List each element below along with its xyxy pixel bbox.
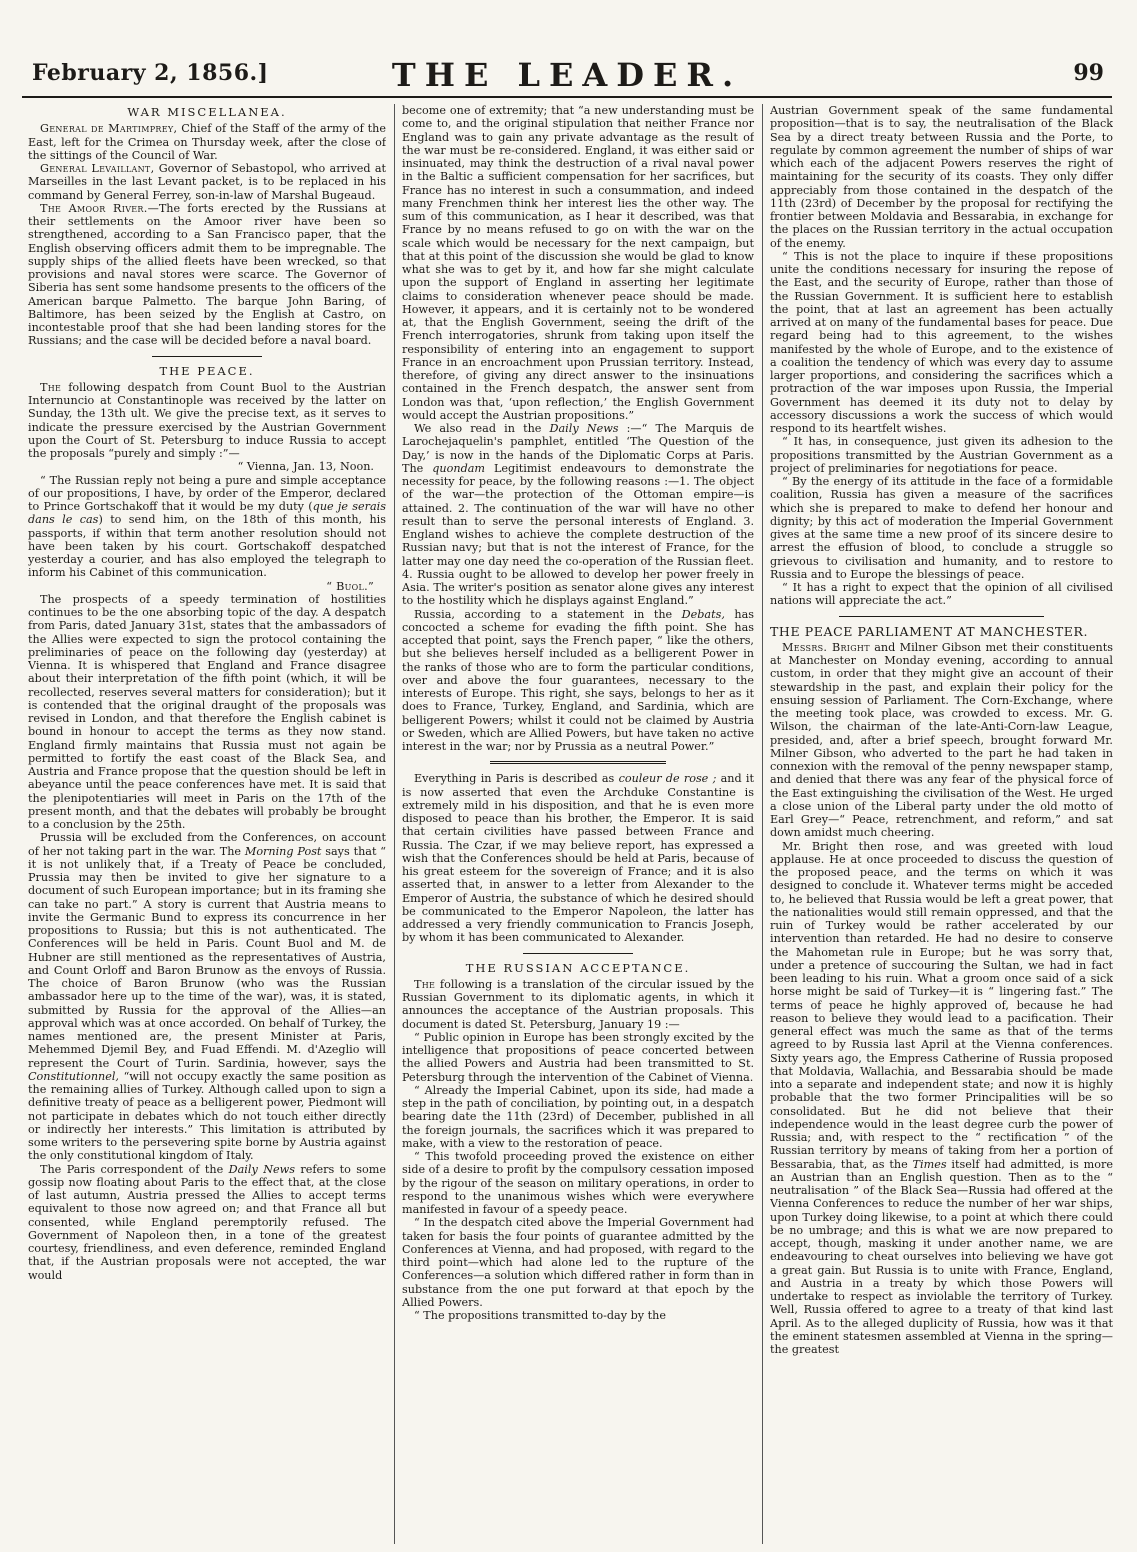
paragraph: The following is a translation of the circular issued by the Russian Government to its diplomatic agents, in which it announces the acceptance of the Austrian proposals. This document is dated St. Petersburg, January 19 :— bbox=[402, 977, 754, 1031]
section-divider bbox=[152, 356, 262, 357]
paragraph: “ This twofold proceeding proved the existence on either side of a desire to profit by the compulsory cessation imposed by the rigour of the season on military operations, in order to respond to the unanimous wishes which were everywhere manifested in favour of a speedy peace. bbox=[402, 1150, 754, 1216]
dateline: “ Vienna, Jan. 13, Noon. bbox=[237, 460, 374, 474]
column-3 bbox=[770, 104, 1113, 1544]
paragraph: “ It has, in consequence, just given its adhesion to the propositions transmitted by the Austrian Government as a project of preliminaries for negotiations for peace. bbox=[770, 435, 1113, 475]
paragraph: The Paris correspondent of the Daily News refers to some gossip now floating about Paris to the effect that, at the close of last autumn, Austria pressed the Allies to accept terms equivalent to those now agreed on; and that France all but consented, while England peremptorily refused. The Government of Napoleon then, in a tone of the greatest courtesy, friendliness, and even deference, reminded England that, if the Austrian proposals were not accepted, the war would bbox=[28, 1162, 386, 1282]
paragraph: “ By the energy of its attitude in the face of a formidable coalition, Russia has given a measure of the sacrifices which she is prepared to make to defend her honour and dignity; by this act of moderation the Imperial Government gives at the same time a new proof of its sincere desire to arrest the effusion of blood, to conclude a struggle so grievous to civilisation and humanity, and to restore to Russia and to Europe the blessings of peace. bbox=[770, 475, 1113, 581]
paragraph: General de Martimprey, Chief of the Staff of the army of the East, left for the Crimea on Thursday week, after the close of the sittings of the Council of War. bbox=[28, 122, 386, 162]
section-divider bbox=[490, 761, 666, 764]
lead-in: General de Martimprey, bbox=[40, 122, 178, 136]
issue-date: February 2, 1856.] bbox=[32, 60, 269, 86]
paragraph: “ In the despatch cited above the Imperial Government had taken for basis the four points of guarantee admitted by the Conferences at Vienna, and had proposed, with regard to the third point—which had alone led to the rupture of the Conferences—a solution which differed rather in form than in substance from the one put forward at that epoch by the Allied Powers. bbox=[402, 1216, 754, 1309]
column-rule-2 bbox=[762, 104, 763, 1544]
section-heading-russian-acceptance: THE RUSSIAN ACCEPTANCE. bbox=[465, 960, 691, 975]
newspaper-title: THE LEADER. bbox=[391, 56, 743, 94]
paragraph: “ The propositions transmitted to-day by the bbox=[414, 1309, 666, 1322]
paragraph: “ It has a right to expect that the opinion of all civilised nations will appreciate the act.” bbox=[770, 581, 1113, 608]
lead-in: General Levaillant, bbox=[40, 162, 155, 175]
section-heading-war-miscellanea: WAR MISCELLANEA. bbox=[127, 105, 287, 119]
paragraph: become one of extremity; that “a new understanding must be come to, and the original stipulation that neither France nor England was to gain any private advantage as the result of the war must be re-considered. England, it was either said or insinuated, may think the destruction of a rival naval power in the Baltic a sufficient compensation for her sacrifices, but France has no interest in such a consummation, and indeed many Frenchmen think her interest lies the other way. The sum of this communication, as I hear it described, was that France by no means refused to go on with the war on the scale which would be necessary for the next campaign, but that at this point of the discussion she would be glad to know what she was to get by it, and how far she might calculate upon the support of England in asserting her legitimate claims to consideration whenever peace should be made. However, it appears, and it is certainly not to be wondered at, that the English Government, seeing the drift of the French interrogatories, shrunk from taking upon itself the responsibility of entering into an engagement to support France in an encroachment upon Prussian territory. Instead, therefore, of giving any direct answer to the insinuations contained in the French despatch, the answer sent from London was that, ‘upon reflection,’ the English Government would accept the Austrian propositions.” bbox=[402, 104, 754, 422]
paragraph: Russia, according to a statement in the Debats, has concocted a scheme for evading the fifth point. She has accepted that point, says the French paper, “ like the others, but she believes herself included as a belligerent Power in the ranks of those who are to form the particular conditions, over and above the four guarantees, necessary to the interests of Europe. This right, she says, belongs to her as it does to France, Turkey, England, and Sardinia, which are belligerent Powers; whilst it could not be claimed by Austria or Sweden, which are Allied Powers, but have taken no active interest in the war; nor by Prussia as a neutral Power.” bbox=[402, 607, 754, 753]
paragraph: The following despatch from Count Buol to the Austrian Internuncio at Constantinople was received by the latter on Sunday, the 13th ult. We give the precise text, as it serves to indicate the pressure exercised by the Austrian Government upon the Court of St. Petersburg to induce Russia to accept the proposals “purely and simply :”— bbox=[28, 380, 386, 460]
lead-in: The Amoor River. bbox=[40, 201, 148, 215]
paragraph: Prussia will be excluded from the Conferences, on account of her not taking part in the war. The Morning Post says that “ it is not unlikely that, if a Treaty of Peace be concluded, Prussia may then be invited to give her signature to a document of such European importance; but in its framing she can take no part.” A story is current that Austria means to invite the Germanic Bund to express its concurrence in her propositions to Russia; but this is not authenticated. The Conferences will be held in Paris. Count Buol and M. de Hubner are still mentioned as the representatives of Austria, and Count Orloff and Baron Brunow as the envoys of Russia. The choice of Baron Brunow (who was the Russian ambassador here up to the time of the war), was, it is stated, submitted by Russia for the approval of the Allies—an approval which was at once accorded. On behalf of Turkey, the names mentioned are, the present Minister at Paris, Mehemmed Djemil Bey, and Fuad Effendi. M. d'Azeglio will represent the Court of Turin. Sardinia, however, says the Constitutionnel, “will not occupy exactly the same position as the remaining allies of Turkey. Although called upon to sign a definitive treaty of peace as a belligerent power, Piedmont will not participate in debates which do not touch either directly or indirectly her interests.” This limitation is attributed by some writers to the persevering spite borne by Austria against the only constitutional kingdom of Italy. bbox=[28, 831, 386, 1163]
paragraph: General Levaillant, Governor of Sebastopol, who arrived at Marseilles in the last Levant packet, is to be replaced in his command by General Ferrey, son-in-law of Marshal Bugeaud. bbox=[28, 162, 386, 202]
paragraph: “ The Russian reply not being a pure and simple acceptance of our propositions, I have, by order of the Emperor, declared to Prince Gortschakoff that it would be my duty (que je serais dans le cas) to send him, on the 18th of this month, his passports, if within that term another resolution should not have been taken by his court. Gortschakoff despatched yesterday a courier, and has also employed the telegraph to inform his Cabinet of this communication. bbox=[28, 473, 386, 580]
paragraph: “ Public opinion in Europe has been strongly excited by the intelligence that propositions of peace concerted between the allied Powers and Austria had been transmitted to St. Petersburg through the intervention of the Cabinet of Vienna. bbox=[402, 1030, 754, 1084]
paragraph: “ Already the Imperial Cabinet, upon its side, had made a step in the path of conciliation, by pointing out, in a despatch bearing date the 11th (23rd) of December, published in all the foreign journals, the sacrifices which it was prepared to make, with a view to the restoration of peace. bbox=[402, 1083, 754, 1150]
paragraph: Messrs. Bright and Milner Gibson met their constituents at Manchester on Monday evening, according to annual custom, in order that they might give an account of their stewardship in the past, and explain their policy for the ensuing session of Parliament. The Corn-Exchange, where the meeting took place, was crowded to excess. Mr. G. Wilson, the chairman of the late-Anti-Corn-law League, presided, and, after a brief speech, brought forward Mr. Milner Gibson, who adverted to the part he had taken in connexion with the removal of the penny newspaper stamp, and denied that there was any fear of the physical force of the East extinguishing the civilisation of the West. He urged a close union of the Liberal party under the old motto of Earl Grey—“ Peace, retrenchment, and reform,” and sat down amidst much cheering. bbox=[770, 640, 1113, 840]
masthead bbox=[22, 56, 1112, 98]
paragraph: Everything in Paris is described as couleur de rose ; and it is now asserted that even the Archduke Constantine is extremely mild in his disposition, and that he is even more disposed to peace than his brother, the Emperor. It is said that certain civilities have passed between France and Russia. The Czar, if we may believe report, has expressed a wish that the Conferences should be held at Paris, because of his great esteem for the sovereign of France; and it is also asserted that, in answer to a letter from Alexander to the Emperor of Austria, the substance of which he desired should be communicated to the Emperor Napoleon, the latter has addressed a very friendly communication to Francis Joseph, by whom it has been communicated to Alexander. bbox=[402, 772, 754, 945]
column-2 bbox=[402, 104, 754, 1544]
section-heading-peace-parliament: THE PEACE PARLIAMENT AT MANCHESTER. bbox=[770, 623, 1089, 639]
paragraph: “ This is not the place to inquire if these propositions unite the conditions necessary for insuring the repose of the East, and the security of Europe, rather than those of the Russian Government. It is sufficient here to establish the point, that at last an agreement has been actually arrived at on many of the fundamental bases for peace. Due regard being had to this agreement, to the wishes manifested by the whole of Europe, and to the existence of a coalition the tendency of which was every day to assume larger proportions, and considering the sacrifices which a protraction of the war imposes upon Russia, the Imperial Government has deemed it its duty not to delay by accessory discussions a work the success of which would respond to its heartfelt wishes. bbox=[770, 249, 1113, 435]
paragraph: We also read in the Daily News :—“ The Marquis de Larochejaquelin's pamphlet, entitled ‘The Question of the Day,’ is now in the hands of the Diplomatic Corps at Paris. The quondam Legitimist endeavours to demonstrate the necessity for peace, by the following reasons :—1. The object of the war—the protection of the Ottoman empire—is attained. 2. The continuation of the war will have no other result than to serve the personal interests of England. 3. England wishes to achieve the complete destruction of the Russian navy; but that is not the interest of France, for the latter may one day need the co-operation of the Russian fleet. 4. Russia ought to be allowed to develop her power freely in Asia. The writer's position as senator alone gives any interest to the hostility which he displays against England.” bbox=[402, 422, 754, 608]
signature: “ Buol.” bbox=[326, 579, 374, 593]
paragraph: The Amoor River.—The forts erected by the Russians at their settlements on the Amoor river have been so strengthened, according to a San Francisco paper, that the English observing officers admit them to be impregnable. The supply ships of the allied fleets have been wrecked, so that provisions and naval stores were scarce. The Governor of Siberia has sent some handsome presents to the officers of the American barque Palmetto. The barque John Baring, of Baltimore, has been seized by the English at Castro, on incontestable proof that she had been landing stores for the Russians; and the case will be decided before a naval board. bbox=[28, 201, 386, 348]
section-heading-the-peace: THE PEACE. bbox=[159, 363, 255, 378]
paragraph: Mr. Bright then rose, and was greeted with loud applause. He at once proceeded to discuss the question of the proposed peace, and the terms on which it was designed to conclude it. Whatever terms might be acceded to, he believed that Russia would be left a great power, that the nationalities would still remain oppressed, and that the ruin of Turkey would be rather accelerated by our intervention than retarded. He had no desire to conserve the Mahometan rule in Europe; but he was sorry that, under a pretence of succouring the Sultan, we had in fact been leading to his ruin. What a groom once said of a sick horse might be said of Turkey—it is “ lingering fast.” The terms of peace he highly approved of, because he had reason to believe they would lead to a pacification. Their general effect was much the same as that of the terms agreed to by Russia last April at the Vienna conferences. Sixty years ago, the Empress Catherine of Russia proposed that Moldavia, Wallachia, and Bessarabia should be made into a separate and independent state; and now it is highly probable that the two former Principalities will be so consolidated. But he did not believe that their independence would in the least degree curb the power of Russia; and, with respect to the “ rectification ” of the Russian territory by means of taking from her a portion of Bessarabia, that, as the Times itself had admitted, is more an Austrian than an English question. Then as to the “ neutralisation ” of the Black Sea—Russia had offered at the Vienna Conferences to reduce the number of her war ships, upon Turkey doing likewise, to a point at which there could be no umbrage; and this is what we are now prepared to accept, though, masking it under another name, we are endeavouring to cheat ourselves into believing we have got a great gain. But Russia is to unite with France, England, and Austria in a treaty by which those Powers will undertake to respect as inviolable the territory of Turkey. Well, Russia offered to agree to a treaty of that kind last April. As to the alleged duplicity of Russia, how was it that the eminent statesmen assembled at Vienna in the spring—the greatest bbox=[770, 839, 1113, 1356]
section-divider bbox=[839, 616, 1045, 617]
column-rule-1 bbox=[394, 104, 395, 1544]
section-divider bbox=[523, 953, 633, 954]
page-number: 99 bbox=[1073, 60, 1104, 86]
column-1 bbox=[28, 104, 386, 1544]
paragraph: The prospects of a speedy termination of hostilities continues to be the one absorbing topic of the day. A despatch from Paris, dated January 31st, states that the ambassadors of the Allies were expected to sign the protocol containing the preliminaries of peace on the following day (yesterday) at Vienna. It is whispered that England and France disagree about their interpretation of the fifth point (which, it will be recollected, reserves several matters for consideration); but it is contended that the original draught of the proposals was revised in London, and that therefore the English cabinet is bound in honour to accept the terms as they now stand. England firmly maintains that Russia must not again be permitted to fortify the east coast of the Black Sea, and Austria and France propose that the question should be left in abeyance until the peace conferences have met. It is said that the plenipotentiaries will meet in Paris on the 17th of the present month, and that the debates will probably be brought to a conclusion by the 25th. bbox=[28, 592, 386, 831]
lead-in: Messrs. Bright bbox=[782, 640, 870, 654]
paragraph: Austrian Government speak of the same fundamental proposition—that is to say, the neutralisation of the Black Sea by a direct treaty between Russia and the Porte, to regulate by common agreement the number of ships of war which each of the adjacent Powers reserves the right of maintaining for the security of its coasts. They only differ appreciably from those contained in the despatch of the 11th (23rd) of December by the proposal for rectifying the frontier between Moldavia and Bessarabia, in exchange for the places on the Russian territory in the actual occupation of the enemy. bbox=[770, 104, 1113, 250]
